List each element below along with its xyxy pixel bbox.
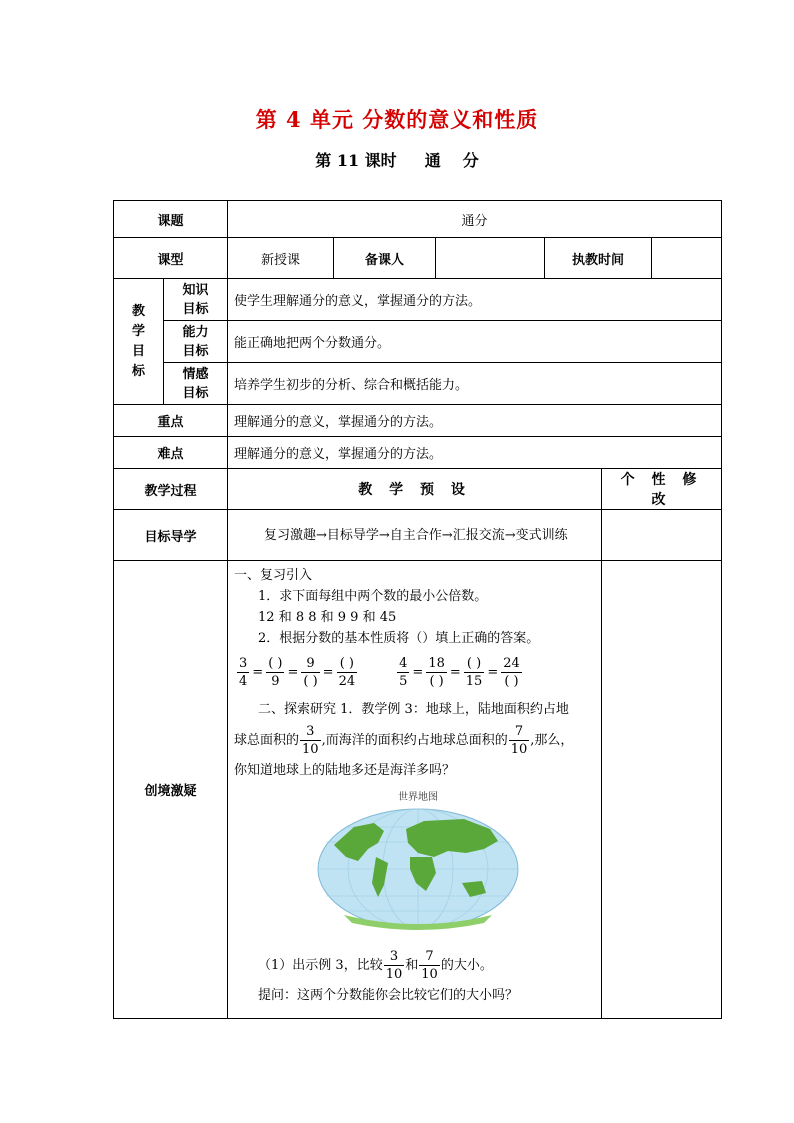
personal-header: 个 性 修 改 — [602, 469, 722, 510]
goal-knowledge-text: 使学生理解通分的意义，掌握通分的方法。 — [228, 279, 722, 321]
section-review: 一、复习引入 — [234, 568, 313, 583]
type-value: 新授课 — [228, 238, 334, 279]
world-map-image — [314, 787, 522, 937]
unit-title: 第 4 单元 分数的意义和性质 — [255, 107, 539, 132]
lesson-plan-table — [113, 200, 722, 1019]
goal-knowledge-label: 知识 目标 — [164, 279, 228, 321]
question-1-items: 12 和 8 8 和 9 9 和 45 — [258, 610, 397, 625]
goal-emotion-text: 培养学生初步的分析、综合和概括能力。 — [228, 363, 722, 405]
fraction-sea: 7 10 — [510, 723, 528, 757]
guide-personal — [602, 510, 722, 561]
guide-text: 复习激趣→目标导学→自主合作→汇报交流→变式训练 — [228, 510, 602, 561]
guide-label: 目标导学 — [114, 510, 228, 561]
topic-value: 通分 — [228, 201, 722, 238]
difficulty-text: 理解通分的意义，掌握通分的方法。 — [228, 437, 722, 469]
section-explore-question: 你知道地球上的陆地多还是海洋多吗？ — [234, 763, 456, 778]
topic-label: 课题 — [114, 201, 228, 238]
process-label: 教学过程 — [114, 469, 228, 510]
fraction: 3 10 — [385, 948, 403, 982]
map-title: 世界地图 — [398, 792, 439, 803]
question-1: 1．求下面每组中两个数的最小公倍数。 — [258, 589, 488, 604]
lesson-subtitle — [0, 148, 794, 171]
fraction: $\frac{3}{4}$ — [239, 655, 248, 689]
preparer-value — [436, 238, 545, 279]
goal-ability-text: 能正确地把两个分数通分。 — [228, 321, 722, 363]
date-label: 执教时间 — [545, 238, 652, 279]
fraction-land: 3 10 — [302, 723, 319, 757]
scenario-content — [228, 561, 602, 1019]
section-explore: 二、探索研究 1．教学例 3：地球上，陆地面积约占地 — [258, 702, 569, 717]
goals-label: 教 学 目 标 — [114, 279, 164, 405]
question-2: 2．根据分数的基本性质将（）填上正确的答案。 — [258, 631, 540, 646]
fraction: 24 ( ) — [503, 655, 520, 689]
design-header: 教 学 预 设 — [228, 469, 602, 510]
fraction: ( ) 9 — [268, 655, 283, 689]
world-map — [314, 787, 522, 937]
goal-ability-label: 能力 目标 — [164, 321, 228, 363]
fraction: ( ) 24 — [338, 655, 356, 689]
scenario-label: 创境激疑 — [114, 561, 228, 1019]
lesson-topic-b: 分 — [462, 151, 479, 170]
fraction: 9 ( ) — [303, 655, 318, 689]
preparer-label: 备课人 — [334, 238, 436, 279]
type-label: 课型 — [114, 238, 228, 279]
fraction: 18 ( ) — [428, 655, 445, 689]
scenario-personal — [602, 561, 722, 1019]
difficulty-label: 难点 — [114, 437, 228, 469]
fraction: ( ) 15 — [465, 655, 483, 689]
goal-emotion-label: 情感 目标 — [164, 363, 228, 405]
example-compare: （1）出示例 3，比较 3 10 和 7 10 的大小。 — [258, 948, 493, 982]
key-text: 理解通分的意义，掌握通分的方法。 — [228, 405, 722, 437]
fraction: 7 10 — [421, 948, 438, 982]
key-label: 重点 — [114, 405, 228, 437]
fraction-exercise-row: $\frac{3}{4}$ = ( ) 9 = 9 ( ) = ( ) 24 $\frac{4}{5}$ = 18 ( ) = ( ) 15 = 24 ( ) — [239, 655, 520, 689]
prompt-question: 提问：这两个分数能你会比较它们的大小吗？ — [258, 988, 519, 1003]
lesson-number: 第 11 课时 — [315, 151, 397, 170]
section-explore-line2: 球总面积的 3 10 ,而海洋的面积约占地球总面积的 7 10 ,那么， — [234, 723, 574, 757]
fraction: $\frac{4}{5}$ — [399, 655, 408, 689]
date-value — [652, 238, 722, 279]
lesson-topic-a: 通 — [424, 151, 441, 170]
